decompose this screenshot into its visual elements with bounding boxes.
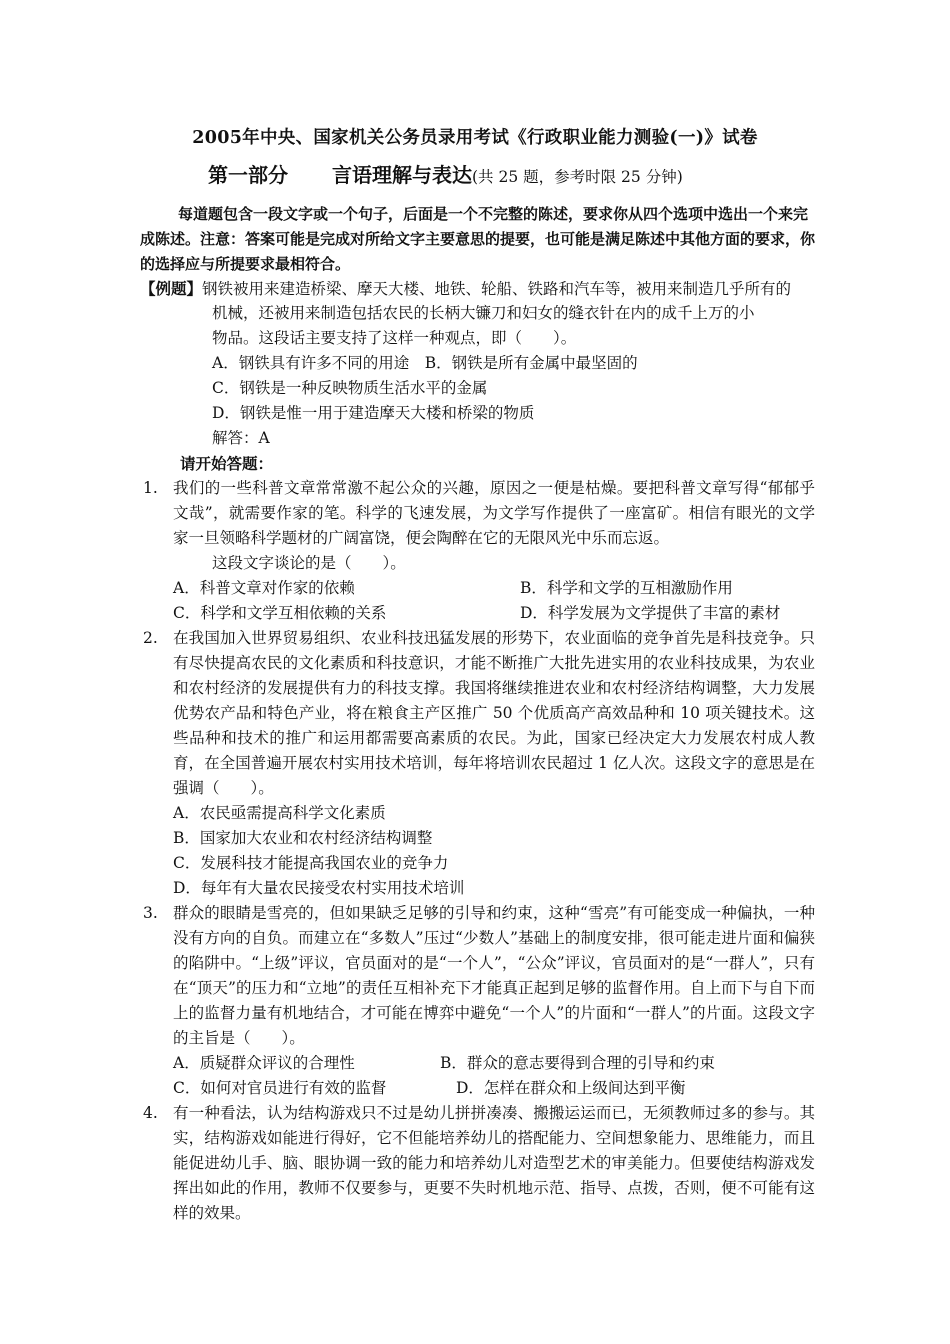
option-c: C．如何对官员进行有效的监督 bbox=[173, 1079, 387, 1097]
question-text: 在我国加入世界贸易组织、农业科技迅猛发展的形势下，农业面临的竞争首先是科技竞争。只有尽快提高农民的文化素质和科技意识，才能不断推广大批先进实用的农业科技成果，为农业和农村经济的发展提供有力的科技支撑。我国将继续推进农业和农村经济结构调整，大力发展优势农产品和特色产业，将在粮食主产区推广 50 个优质高产高效品种和 10 项关键技术。这些品种和技术的推广和运用都需要高素质的农民。为此，国家已经决定大力发展农村成人教育，在全国普遍开展农村实用技术培训，每年将培训农民超过 1 亿人次。这段文字的意思是在强调（ ）。 bbox=[173, 629, 815, 797]
start-label: 请开始答题： bbox=[180, 454, 274, 473]
question-text: 群众的眼睛是雪亮的，但如果缺乏足够的引导和约束，这种“雪亮”有可能变成一种偏执，一种没有方向的自负。而建立在“多数人”压过“少数人”基础上的制度安排，很可能走进片面和偏狭的陷阱中。“上级”评议，官员面对的是“一个人”，“公众”评议，官员面对的是“一群人”，只有在“顶天”的压力和“立地”的责任互相补充下才能真正起到足够的监督作用。自上而下与自下而上的监督力量有机地结合，才可能在博弈中避免“一个人”的片面和“一群人”的片面。这段文字的主旨是（ ）。 bbox=[173, 904, 815, 1047]
option-d: D．怎样在群众和上级间达到平衡 bbox=[456, 1079, 686, 1097]
option-b: B．群众的意志要得到合理的引导和约束 bbox=[440, 1054, 715, 1072]
example-answer: 解答：A bbox=[212, 429, 270, 447]
question-1 bbox=[143, 476, 815, 551]
option-c: C．发展科技才能提高我国农业的竞争力 bbox=[173, 854, 449, 872]
example-line-3: 物品。这段话主要支持了这样一种观点，即（ ）。 bbox=[212, 329, 577, 347]
example-option-c: C．钢铁是一种反映物质生活水平的金属 bbox=[212, 379, 488, 397]
question-4 bbox=[143, 1101, 815, 1226]
question-text: 有一种看法，认为结构游戏只不过是幼儿拼拼凑凑、搬搬运运而已，无须教师过多的参与。其实，结构游戏如能进行得好，它不但能培养幼儿的搭配能力、空间想象能力、思维能力，而且能促进幼儿手、脑、眼协调一致的能力和培养幼儿对造型艺术的审美能力。但要使结构游戏发挥出如此的作用，教师不仅要参与，更要不失时机地示范、指导、点拨，否则，便不可能有这样的效果。 bbox=[173, 1104, 815, 1222]
example-tag: 【例题】 bbox=[140, 279, 203, 298]
question-3 bbox=[143, 901, 815, 1051]
example-options-ab: A．钢铁具有许多不同的用途 B．钢铁是所有金属中最坚固的 bbox=[212, 354, 638, 372]
exam-title: 2005年中央、国家机关公务员录用考试《行政职业能力测验(一)》试卷 bbox=[192, 128, 758, 148]
instructions: 每道题包含一段文字或一个句子，后面是一个不完整的陈述，要求你从四个选项中选出一个来完成陈述。注意：答案可能是完成对所给文字主要意思的提要，也可能是满足陈述中其他方面的要求，你的选择应与所提要求最相符合。 bbox=[140, 205, 816, 273]
part-heading bbox=[208, 159, 683, 188]
question-text: 我们的一些科普文章常常激不起公众的兴趣，原因之一便是枯燥。要把科普文章写得“郁郁乎文哉”，就需要作家的笔。科学的飞速发展，为文学写作提供了一座富矿。相信有眼光的文学家一旦领略科学题材的广阔富饶，便会陶醉在它的无限风光中乐而忘返。 bbox=[173, 479, 815, 547]
question-number: 3. bbox=[143, 904, 158, 922]
question-number: 1. bbox=[143, 479, 158, 497]
question-2 bbox=[143, 626, 815, 801]
option-a: A．质疑群众评议的合理性 bbox=[173, 1054, 355, 1072]
option-a: A．农民亟需提高科学文化素质 bbox=[173, 804, 386, 822]
question-number: 2. bbox=[143, 629, 158, 647]
option-d: D．科学发展为文学提供了丰富的素材 bbox=[520, 604, 781, 622]
part-note: (共 25 题，参考时限 25 分钟) bbox=[472, 168, 683, 186]
example-line-2: 机械，还被用来制造包括农民的长柄大镰刀和妇女的缝衣针在内的成千上万的小 bbox=[212, 304, 755, 322]
part-label: 第一部分 bbox=[208, 163, 288, 187]
example-option-d: D．钢铁是惟一用于建造摩天大楼和桥梁的物质 bbox=[212, 404, 535, 422]
option-c: C．科学和文学互相依赖的关系 bbox=[173, 604, 387, 622]
part-name: 言语理解与表达 bbox=[332, 163, 472, 187]
question-prompt: 这段文字谈论的是（ ）。 bbox=[212, 554, 406, 572]
option-a: A．科普文章对作家的依赖 bbox=[173, 579, 355, 597]
option-b: B．国家加大农业和农村经济结构调整 bbox=[173, 829, 433, 847]
question-number: 4. bbox=[143, 1104, 158, 1122]
option-b: B．科学和文学的互相激励作用 bbox=[520, 579, 733, 597]
option-d: D．每年有大量农民接受农村实用技术培训 bbox=[173, 879, 465, 897]
example-line-1: 【例题】钢铁被用来建造桥梁、摩天大楼、地铁、轮船、铁路和汽车等，被用来制造几乎所有的 bbox=[140, 279, 792, 298]
